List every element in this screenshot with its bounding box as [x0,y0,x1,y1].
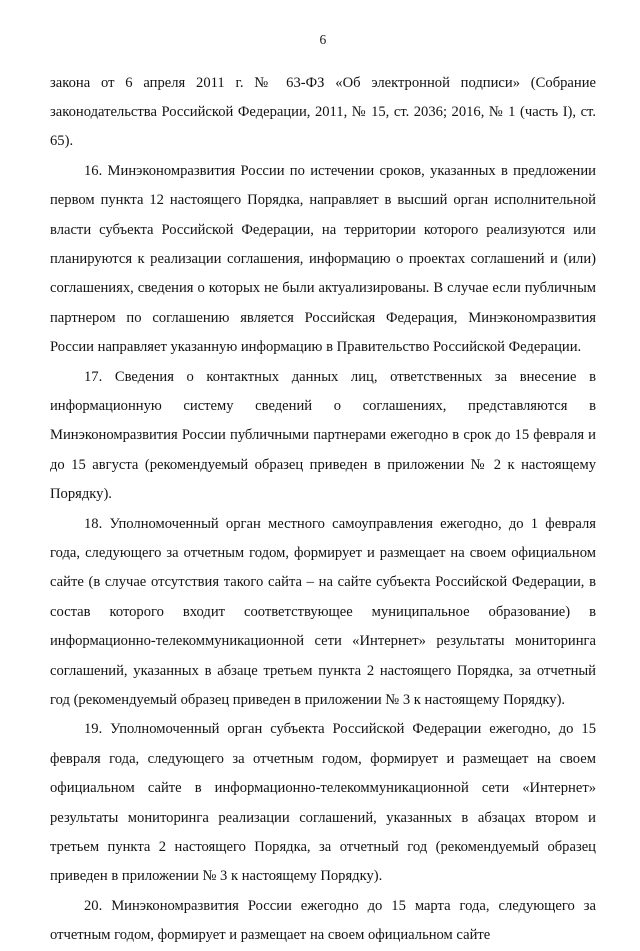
paragraph-18: 18. Уполномоченный орган местного самоуправления ежегодно, до 1 февраля года, следующего за отчетным годом, формирует и размещает на своем официальном сайте (в случае отсутствия такого сайта – на сайте субъекта Российской Федерации, в состав которого входит соответствующее муниципальное образование) в информационно-телекоммуникационной сети «Интернет» результаты мониторинга соглашений, указанных в абзаце третьем пункта 2 настоящего Порядка, за отчетный год (рекомендуемый образец приведен в приложении № 3 к настоящему Порядку). [50,515,596,709]
paragraph-continuation: закона от 6 апреля 2011 г. № 63-ФЗ «Об электронной подписи» (Собрание законодательства Российской Федерации, 2011, № 15, ст. 2036; 2016, № 1 (часть I), ст. 65). [50,74,596,150]
paragraph-17: 17. Сведения о контактных данных лиц, ответственных за внесение в информационную систему сведений о соглашениях, представляются в Минэкономразвития России публичными партнерами ежегодно в срок до 15 февраля и до 15 августа (рекомендуемый образец приведен в приложении № 2 к настоящему Порядку). [50,368,596,503]
document-body [50,69,596,951]
page-number: 6 [319,32,327,47]
paragraph-16: 16. Минэкономразвития России по истечении сроков, указанных в предложении первом пункта 12 настоящего Порядка, направляет в высший орган исполнительной власти субъекта Российской Федерации, на территории которого реализуются или планируются к реализации соглашения, информацию о проектах соглашений и (или) соглашениях, сведения о которых не были актуализированы. В случае если публичным партнером по соглашению является Российская Федерация, Минэкономразвития России направляет указанную информацию в Правительство Российской Федерации. [50,162,596,356]
paragraph-20: 20. Минэкономразвития России ежегодно до 15 марта года, следующего за отчетным годом, формирует и размещает на своем официальном сайте [50,897,596,944]
paragraph-19: 19. Уполномоченный орган субъекта Российской Федерации ежегодно, до 15 февраля года, следующего за отчетным годом, формирует и размещает на своем официальном сайте в информационно-телекоммуникационной сети «Интернет» результаты мониторинга реализации соглашений, указанных в абзацах втором и третьем пункта 2 настоящего Порядка, за отчетный год (рекомендуемый образец приведен в приложении № 3 к настоящему Порядку). [50,721,596,885]
